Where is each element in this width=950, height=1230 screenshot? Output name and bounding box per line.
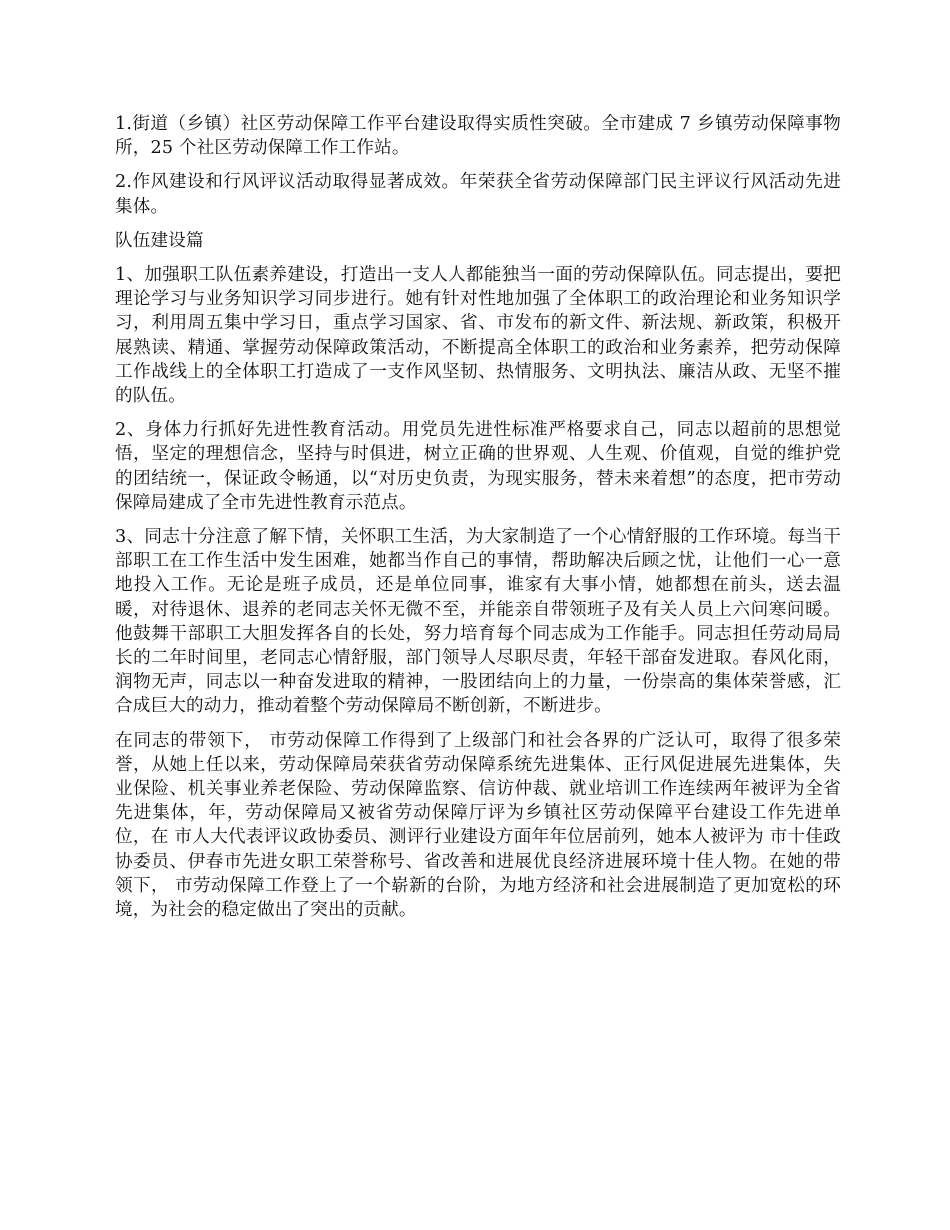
paragraph-team-quality: 1、加强职工队伍素养建设，打造出一支人人都能独当一面的劳动保障队伍。同志提出，要把理论学习与业务知识学习同步进行。她有针对性地加强了全体职工的政治理论和业务知识学习，利用周五集中学习日，重点学习国家、省、市发布的新文件、新法规、新政策，积极开展熟读、精通、掌握劳动保障政策活动，不断提高全体职工的政治和业务素养，把劳动保障工作战线上的全体职工打造成了一支作风坚韧、热情服务、文明执法、廉洁从政、无坚不摧的队伍。 (115, 265, 841, 407)
document-body (115, 112, 841, 932)
paragraph-advanced-education: 2、身体力行抓好先进性教育活动。用党员先进性标准严格要求自己，同志以超前的思想觉悟，坚定的理想信念，坚持与时俱进，树立正确的世界观、人生观、价值观，自觉的维护党的团结统一，保证政令畅通，以“对历史负责，为现实服务，替未来着想”的态度，把市劳动保障局建成了全市先进性教育示范点。 (115, 420, 841, 513)
paragraph-honors: 在同志的带领下， 市劳动保障工作得到了上级部门和社会各界的广泛认可，取得了很多荣誉，从她上任以来，劳动保障局荣获省劳动保障系统先进集体、正行风促进展先进集体，失业保险、机关事业养老保险、劳动保障监察、信访仲裁、就业培训工作连续两年被评为全省先进集体，年，劳动保障局又被省劳动保障厅评为乡镇社区劳动保障平台建设工作先进单位，在 市人大代表评议政协委员、测评行业建设方面年年位居前列，她本人被评为 市十佳政协委员、伊春市先进女职工荣誉称号、省改善和进展优良经济进展环境十佳人物。在她的带领下， 市劳动保障工作登上了一个崭新的台阶，为地方经济和社会进展制造了更加宽松的环境，为社会的稳定做出了突出的贡献。 (115, 730, 841, 921)
paragraph-platform-construction: 1.街道（乡镇）社区劳动保障工作平台建设取得实质性突破。全市建成 7 乡镇劳动保障事物所，25 个社区劳动保障工作工作站。 (115, 114, 841, 159)
section-heading-team-building: 队伍建设篇 (115, 230, 204, 251)
paragraph-staff-care: 3、同志十分注意了解下情，关怀职工生活，为大家制造了一个心情舒服的工作环境。每当干部职工在工作生活中发生困难，她都当作自己的事情，帮助解决后顾之忧，让他们一心一意地投入工作。无论是班子成员，还是单位同事，谁家有大事小情，她都想在前头，送去温暖，对待退休、退养的老同志关怀无微不至，并能亲自带领班子及有关人员上六问寒问暖。他鼓舞干部职工大胆发挥各自的长处，努力培育每个同志成为工作能手。同志担任劳动局局长的二年时间里，老同志心情舒服，部门领导人尽职尽责，年轻干部奋发进取。春风化雨，润物无声，同志以一种奋发进取的精神，一股团结向上的力量，一份崇高的集体荣誉感，汇合成巨大的动力，推动着整个劳动保障局不断创新，不断进步。 (115, 527, 841, 717)
paragraph-style-building: 2.作风建设和行风评议活动取得显著成效。年荣获全省劳动保障部门民主评议行风活动先进集体。 (115, 172, 841, 217)
